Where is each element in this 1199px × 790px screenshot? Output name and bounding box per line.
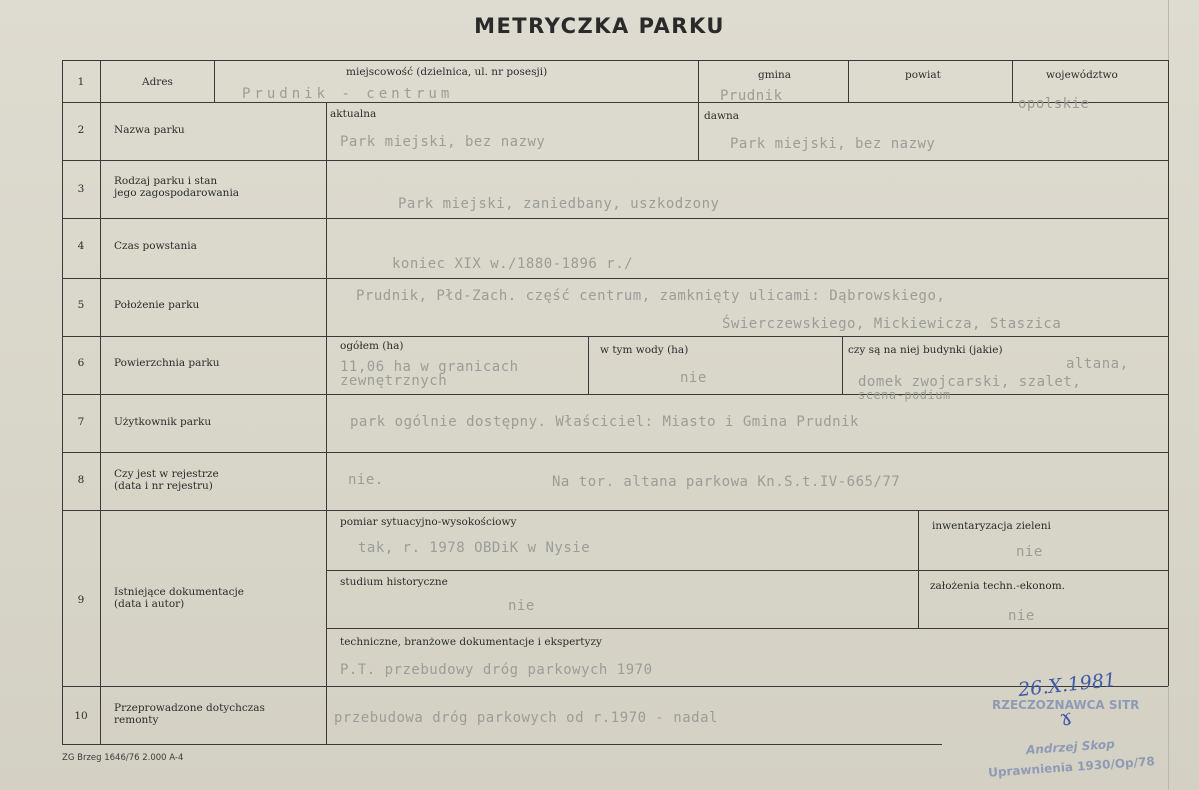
- value-wody: nie: [680, 370, 707, 386]
- value-czas: koniec XIX w./1880-1896 r./: [392, 256, 634, 272]
- header-miejscowosc: miejscowość (dzielnica, ul. nr posesji): [346, 66, 548, 78]
- handwritten-date: 26.X.1981: [1017, 668, 1118, 702]
- rule-num: [100, 60, 101, 745]
- row-number: 4: [77, 240, 85, 252]
- row-label-remonty-2: remonty: [114, 714, 159, 726]
- rule-r8: [62, 510, 1168, 511]
- row-label-remonty-1: Przeprowadzone dotychczas: [114, 702, 265, 714]
- row-label-adres: Adres: [142, 76, 173, 88]
- value-techniczne: P.T. przebudowy dróg parkowych 1970: [340, 662, 653, 678]
- row-label-powierzchnia: Powierzchnia parku: [114, 357, 220, 369]
- rule-r5: [62, 336, 1168, 337]
- row-label-dokumentacje-2: (data i autor): [114, 598, 185, 610]
- value-gmina: Prudnik: [720, 88, 783, 104]
- row-label-uzytkownik: Użytkownik parku: [114, 416, 212, 428]
- row-number: 1: [77, 76, 85, 88]
- row-label-rodzaj-1: Rodzaj parku i stan: [114, 175, 218, 187]
- rule-r3: [62, 218, 1168, 219]
- value-polozenie-1: Prudnik, Płd-Zach. część centrum, zamknięty ulicami: Dąbrowskiego,: [356, 288, 946, 304]
- rule-inwent: [918, 510, 919, 628]
- print-footer: ZG Brzeg 1646/76 2.000 A-4: [62, 753, 184, 763]
- header-ogolem: ogółem (ha): [340, 340, 404, 352]
- rule-r6: [62, 394, 1168, 395]
- value-rejestr: nie.: [348, 472, 384, 488]
- value-rodzaj: Park miejski, zaniedbany, uszkodzony: [398, 196, 720, 212]
- row-number: 3: [77, 183, 85, 195]
- value-rejestr-2: Na tor. altana parkowa Kn.S.t.IV-665/77: [552, 474, 901, 490]
- rule-r2: [62, 160, 1168, 161]
- rule-right: [1168, 60, 1169, 686]
- value-inwentaryzacja: nie: [1016, 544, 1043, 560]
- value-polozenie-2: Świerczewskiego, Mickiewicza, Staszica: [722, 316, 1062, 332]
- rule-bottom: [62, 744, 942, 745]
- row-label-polozenie: Położenie parku: [114, 299, 200, 311]
- row-number: 10: [74, 710, 88, 722]
- row-number: 2: [77, 124, 85, 136]
- row-number: 7: [77, 416, 85, 428]
- value-zalozenia: nie: [1008, 608, 1035, 624]
- signature-mark: ɤ: [1057, 704, 1075, 733]
- document-title: METRYCZKA PARKU: [474, 14, 725, 38]
- header-powiat: powiat: [905, 69, 941, 81]
- header-studium: studium historyczne: [340, 576, 448, 588]
- row-label-rejestr-2: (data i nr rejestru): [114, 480, 213, 492]
- header-aktualna: aktualna: [330, 108, 377, 120]
- row-label-nazwa: Nazwa parku: [114, 124, 185, 136]
- stamp-rzeczoznawca: RZECZOZNAWCA SITR: [992, 698, 1140, 712]
- stamp-uprawnienia: Uprawnienia 1930/Op/78: [987, 754, 1156, 780]
- header-techniczne: techniczne, branżowe dokumentacje i ekspertyzy: [340, 636, 602, 648]
- rule-budynki: [842, 336, 843, 394]
- header-inwentaryzacja: inwentaryzacja zieleni: [932, 520, 1051, 532]
- header-budynki: czy są na niej budynki (jakie): [848, 344, 1003, 356]
- rule-r7: [62, 452, 1168, 453]
- value-nazwa-aktualna: Park miejski, bez nazwy: [340, 134, 546, 150]
- rule-woj: [1012, 60, 1013, 102]
- rule-r9: [62, 686, 1168, 687]
- value-budynki-3: scena-podium: [858, 388, 951, 402]
- row-label-rejestr-1: Czy jest w rejestrze: [114, 468, 219, 480]
- rule-gmina: [698, 60, 699, 160]
- rule-label: [326, 102, 327, 745]
- value-studium: nie: [508, 598, 535, 614]
- row-number: 9: [77, 594, 85, 606]
- rule-powiat: [848, 60, 849, 102]
- rule-addr: [214, 60, 215, 102]
- stamp-name: Andrzej Skop: [1025, 736, 1116, 758]
- rule-r4: [62, 278, 1168, 279]
- value-remonty: przebudowa dróg parkowych od r.1970 - nadal: [334, 710, 718, 726]
- row-label-dokumentacje-1: Istniejące dokumentacje: [114, 586, 244, 598]
- value-budynki-2: domek zwojcarski, szalet,: [858, 374, 1082, 390]
- rule-wody: [588, 336, 589, 394]
- row-label-rodzaj-2: jego zagospodarowania: [114, 187, 240, 199]
- row-number: 8: [77, 474, 85, 486]
- header-zalozenia: założenia techn.-ekonom.: [930, 580, 1065, 592]
- value-nazwa-dawna: Park miejski, bez nazwy: [730, 136, 936, 152]
- row-number: 5: [77, 299, 85, 311]
- header-gmina: gmina: [758, 69, 792, 81]
- value-ogolem-2: zewnętrznych: [340, 373, 448, 389]
- rule-top: [62, 60, 1168, 61]
- rule-r1: [62, 102, 1168, 103]
- value-miejscowosc: Prudnik - centrum: [242, 86, 454, 102]
- rule-r9a: [326, 570, 1168, 571]
- value-uzytkownik: park ogólnie dostępny. Właściciel: Miasto i Gmina Prudnik: [350, 414, 859, 430]
- header-pomiar: pomiar sytuacyjno-wysokościowy: [340, 516, 517, 528]
- value-budynki-1: altana,: [1066, 356, 1129, 372]
- header-wojewodztwo: województwo: [1046, 69, 1118, 81]
- header-wody: w tym wody (ha): [600, 344, 689, 356]
- row-number: 6: [77, 357, 85, 369]
- value-wojewodztwo: opolskie: [1018, 96, 1090, 112]
- header-dawna: dawna: [704, 110, 739, 122]
- rule-left: [62, 60, 63, 745]
- row-label-czas: Czas powstania: [114, 240, 197, 252]
- value-ogolem-1: 11,06 ha w granicach: [340, 359, 519, 375]
- rule-r9b: [326, 628, 1168, 629]
- value-pomiar: tak, r. 1978 OBDiK w Nysie: [358, 540, 591, 556]
